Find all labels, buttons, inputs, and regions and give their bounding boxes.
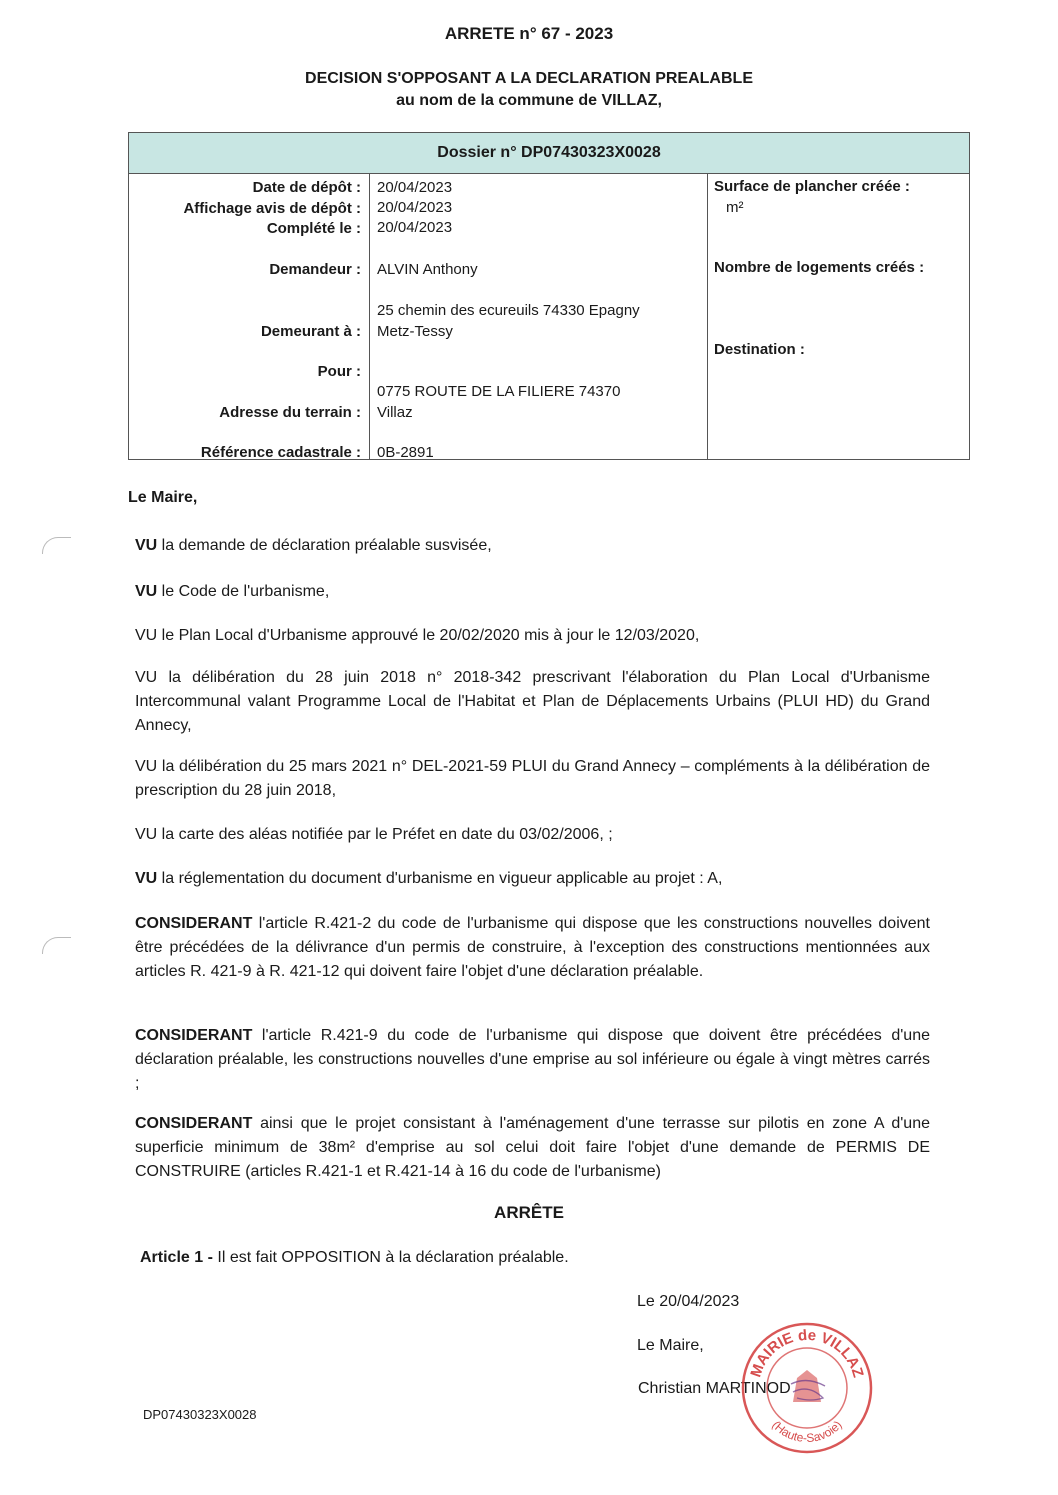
- vu-text: la demande de déclaration préalable susvisée,: [157, 537, 492, 554]
- maire-intro: Le Maire,: [128, 489, 198, 506]
- considerant-lead: CONSIDERANT: [135, 915, 253, 932]
- punch-hole-mark: [42, 537, 71, 554]
- considerant-paragraph: [135, 1024, 930, 1096]
- mairie-stamp: [737, 1318, 877, 1458]
- article-text: Il est fait OPPOSITION à la déclaration préalable.: [212, 1249, 569, 1266]
- vu-paragraph: [135, 580, 930, 604]
- considerant-lead: CONSIDERANT: [135, 1115, 253, 1132]
- signature-maire: Le Maire,: [637, 1337, 704, 1354]
- svg-text:(Haute-Savoie): [769, 1418, 844, 1445]
- label-destination: Destination :: [714, 341, 805, 358]
- dossier-table: [128, 132, 970, 460]
- value-demeurant-line1: 25 chemin des ecureuils 74330 Epagny: [377, 302, 640, 319]
- value-adresse-line2: Villaz: [377, 404, 413, 421]
- vu-carte-aleas: VU la carte des aléas notifiée par le Préfet en date du 03/02/2006, ;: [135, 826, 613, 843]
- value-demandeur: ALVIN Anthony: [377, 261, 478, 278]
- value-reference: 0B-2891: [377, 444, 434, 461]
- commune-line: au nom de la commune de VILLAZ,: [396, 92, 662, 109]
- footer-reference: DP07430323X0028: [143, 1407, 257, 1422]
- vu-lead: VU: [135, 870, 158, 887]
- right-column: [709, 173, 969, 459]
- punch-hole-mark: [42, 937, 71, 954]
- values-column: [369, 173, 709, 459]
- stamp-text-bottom: (Haute-Savoie): [769, 1417, 845, 1446]
- vu-lead: VU: [135, 537, 158, 554]
- considerant-paragraph: [135, 912, 930, 984]
- vu-plu-paragraph: VU le Plan Local d'Urbanisme approuvé le 20/02/2020 mis à jour le 12/03/2020,: [135, 627, 700, 644]
- vu-lead: VU: [135, 583, 158, 600]
- decision-title: DECISION S'OPPOSANT A LA DECLARATION PREALABLE: [305, 70, 753, 87]
- label-complete: Complété le :: [266, 220, 361, 237]
- arrete-heading: ARRÊTE: [494, 1203, 564, 1222]
- signature-name: Christian MARTINOD: [638, 1380, 791, 1397]
- vu-text: le Code de l'urbanisme,: [157, 583, 330, 600]
- vu-paragraph: [135, 534, 930, 558]
- label-logements: Nombre de logements créés :: [714, 259, 925, 276]
- considerant-text: l'article R.421-2 du code de l'urbanisme qui dispose que les constructions nouvelles doivent être précédées de la délivrance d'un permis de construire, à l'exception des constructions mentionnées aux articles R. 421-9 à R. 421-12 qui doivent faire l'objet d'une déclaration préalable.: [135, 915, 930, 980]
- article-1: [140, 1246, 569, 1270]
- vu-paragraph: [135, 867, 930, 891]
- label-date-depot: Date de dépôt :: [252, 179, 361, 196]
- label-affichage: Affichage avis de dépôt :: [183, 200, 361, 217]
- value-complete: 20/04/2023: [377, 219, 453, 236]
- label-demandeur: Demandeur :: [269, 261, 361, 278]
- considerant-text: l'article R.421-9 du code de l'urbanisme qui dispose que doivent être précédées d'une déclaration préalable, les constructions nouvelles d'une emprise au sol inférieure ou égale à vingt mètres carrés ;: [135, 1027, 930, 1092]
- label-demeurant: Demeurant à :: [260, 323, 361, 340]
- label-adresse-terrain: Adresse du terrain :: [219, 404, 361, 421]
- dossier-heading: Dossier n° DP07430323X0028: [129, 133, 969, 174]
- vu-deliberation-2018: VU la délibération du 28 juin 2018 n° 2018-342 prescrivant l'élaboration du Plan Local d'Urbanisme Intercommunal valant Programme Local de l'Habitat et Plan de Déplacements Urbains (PLUI HD) du Grand Annecy,: [135, 669, 930, 734]
- stamp-emblem-icon: [793, 1370, 821, 1402]
- considerant-lead: CONSIDERANT: [135, 1027, 253, 1044]
- label-surface: Surface de plancher créée :: [714, 178, 910, 195]
- considerant-paragraph: [135, 1112, 930, 1184]
- vu-deliberation-2021: VU la délibération du 25 mars 2021 n° DEL-2021-59 PLUI du Grand Annecy – compléments à la délibération de prescription du 28 juin 2018,: [135, 758, 930, 799]
- stamp-text-top: MAIRIE de VILLAZ: [747, 1326, 867, 1380]
- considerant-text: ainsi que le projet consistant à l'aménagement d'une terrasse sur pilotis en zone A d'une superficie minimum de 38m² d'emprise au sol celui doit faire l'objet d'une demande de PERMIS DE CONSTRUIRE (articles R.421-1 et R.421-14 à 16 du code de l'urbanisme): [135, 1115, 930, 1180]
- label-pour: Pour :: [317, 363, 361, 380]
- value-demeurant-line2: Metz-Tessy: [377, 323, 453, 340]
- value-affichage: 20/04/2023: [377, 199, 453, 216]
- value-adresse-line1: 0775 ROUTE DE LA FILIERE 74370: [377, 383, 621, 400]
- arrete-title: ARRETE n° 67 - 2023: [444, 24, 614, 43]
- surface-unit: m²: [726, 199, 744, 216]
- vu-text: la réglementation du document d'urbanisme en vigueur applicable au projet : A,: [157, 870, 723, 887]
- value-date-depot: 20/04/2023: [377, 179, 453, 196]
- signature-date: Le 20/04/2023: [637, 1293, 740, 1310]
- labels-column: [129, 173, 369, 459]
- article-lead: Article 1 -: [140, 1249, 213, 1266]
- label-reference: Référence cadastrale :: [200, 444, 361, 461]
